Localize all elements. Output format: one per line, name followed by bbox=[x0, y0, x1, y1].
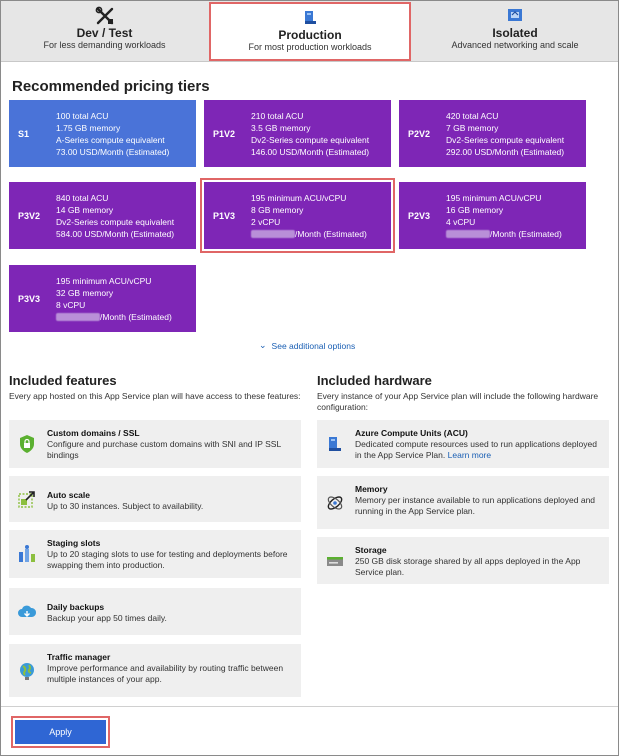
tier-spec-line: Dv2-Series compute equivalent bbox=[251, 135, 370, 145]
feature-name: Auto scale bbox=[47, 490, 90, 500]
tier-spec-line: Dv2-Series compute equivalent bbox=[446, 135, 565, 145]
tier-tile-p1v2[interactable] bbox=[204, 100, 391, 167]
tier-name: P2V3 bbox=[408, 210, 431, 221]
tools-icon bbox=[95, 6, 115, 26]
tier-spec-line: Dv2-Series compute equivalent bbox=[56, 217, 175, 227]
hardware-acu bbox=[317, 420, 609, 468]
tier-spec-line: 73.00 USD/Month (Estimated) bbox=[56, 147, 170, 157]
workload-tabs bbox=[1, 1, 618, 62]
tab-title: Production bbox=[278, 28, 342, 42]
staging-slots-icon bbox=[17, 544, 37, 564]
tier-specs bbox=[56, 192, 174, 240]
tier-name: S1 bbox=[18, 128, 30, 139]
auto-scale-icon bbox=[17, 489, 37, 509]
tier-name: P1V3 bbox=[213, 210, 236, 221]
tier-spec-line: /Month (Estimated) bbox=[100, 312, 172, 322]
tier-spec-line: 4 vCPU bbox=[446, 217, 476, 227]
tier-spec-line: 14 GB memory bbox=[56, 205, 114, 215]
hardware-memory bbox=[317, 476, 609, 529]
tier-spec-line: 7 GB memory bbox=[446, 123, 499, 133]
feature-auto-scale bbox=[9, 476, 301, 522]
tier-spec-line: A-Series compute equivalent bbox=[56, 135, 165, 145]
feature-name: Traffic manager bbox=[47, 652, 111, 662]
chevron-down-icon: ⌄ bbox=[259, 340, 267, 350]
tab-subtitle: For less demanding workloads bbox=[43, 40, 166, 50]
hardware-storage bbox=[317, 537, 609, 584]
tier-name: P3V3 bbox=[18, 293, 41, 304]
hardware-name: Azure Compute Units (ACU) bbox=[355, 428, 468, 438]
lock-shield-icon bbox=[17, 434, 37, 454]
production-icon bbox=[302, 8, 318, 28]
redacted-price bbox=[56, 313, 100, 321]
tier-spec-line: 8 GB memory bbox=[251, 205, 304, 215]
storage-icon bbox=[325, 551, 345, 571]
tier-specs bbox=[251, 192, 367, 240]
apply-button[interactable]: Apply bbox=[15, 720, 106, 744]
features-title: Included features bbox=[9, 373, 117, 388]
tier-tile-p2v2[interactable] bbox=[399, 100, 586, 167]
feature-traffic-manager bbox=[9, 644, 301, 697]
compute-units-icon bbox=[325, 434, 345, 454]
tab-production[interactable] bbox=[209, 2, 411, 61]
hardware-desc-text: Dedicated compute resources used to run applications deployed in the App Service Plan. bbox=[355, 439, 597, 460]
redacted-price bbox=[251, 230, 295, 238]
tier-spec-line: 292.00 USD/Month (Estimated) bbox=[446, 147, 565, 157]
globe-icon bbox=[17, 661, 37, 681]
feature-name: Daily backups bbox=[47, 602, 105, 612]
tier-specs bbox=[251, 110, 369, 158]
feature-desc: Improve performance and availability by routing traffic between multiple instances of your app. bbox=[47, 663, 284, 684]
tier-spec-line: /Month (Estimated) bbox=[490, 229, 562, 239]
tier-spec-line: /Month (Estimated) bbox=[295, 229, 367, 239]
feature-desc: Up to 20 staging slots to use for testing and deployments before swapping them into production. bbox=[47, 549, 288, 570]
tier-spec-line: 16 GB memory bbox=[446, 205, 504, 215]
see-additional-options-link[interactable] bbox=[259, 340, 355, 351]
tier-spec-line: 1.75 GB memory bbox=[56, 123, 121, 133]
tier-spec-line: 420 total ACU bbox=[446, 111, 499, 121]
tier-spec-line: 32 GB memory bbox=[56, 288, 114, 298]
tier-price-line bbox=[251, 228, 367, 240]
section-title: Recommended pricing tiers bbox=[12, 78, 210, 95]
tier-spec-line: 195 minimum ACU/vCPU bbox=[251, 193, 347, 203]
feature-staging-slots bbox=[9, 530, 301, 578]
feature-name: Staging slots bbox=[47, 538, 101, 548]
hardware-name: Memory bbox=[355, 484, 388, 494]
tier-specs bbox=[446, 192, 562, 240]
redacted-price bbox=[446, 230, 490, 238]
feature-custom-domains bbox=[9, 420, 301, 468]
feature-desc: Up to 30 instances. Subject to availability. bbox=[47, 501, 204, 511]
hardware-name: Storage bbox=[355, 545, 387, 555]
tier-name: P2V2 bbox=[408, 128, 431, 139]
tier-tile-p3v2[interactable] bbox=[9, 182, 196, 249]
features-description: Every app hosted on this App Service plan will have access to these features: bbox=[9, 391, 301, 401]
tier-price-line bbox=[446, 228, 562, 240]
tab-title: Isolated bbox=[492, 26, 538, 40]
hardware-description: Every instance of your App Service plan will include the following hardware configuration: bbox=[317, 391, 599, 412]
tier-spec-line: 8 vCPU bbox=[56, 300, 86, 310]
isolated-icon bbox=[506, 6, 524, 26]
learn-more-link[interactable]: Learn more bbox=[447, 450, 492, 460]
hardware-title: Included hardware bbox=[317, 373, 432, 388]
tier-specs bbox=[56, 110, 169, 158]
tier-spec-line: 195 minimum ACU/vCPU bbox=[446, 193, 542, 203]
tier-specs bbox=[56, 275, 172, 323]
tier-spec-line: 195 minimum ACU/vCPU bbox=[56, 276, 152, 286]
tab-subtitle: For most production workloads bbox=[248, 42, 372, 52]
feature-desc: Configure and purchase custom domains with SNI and IP SSL bindings bbox=[47, 439, 281, 460]
cloud-backup-icon bbox=[17, 602, 37, 622]
feature-daily-backups bbox=[9, 588, 301, 635]
tab-subtitle: Advanced networking and scale bbox=[451, 40, 579, 50]
tier-tile-s1[interactable] bbox=[9, 100, 196, 167]
tier-spec-line: 146.00 USD/Month (Estimated) bbox=[251, 147, 370, 157]
hardware-desc bbox=[355, 439, 603, 461]
tier-tile-p2v3[interactable] bbox=[399, 182, 586, 249]
feature-desc: Backup your app 50 times daily. bbox=[47, 613, 167, 623]
tier-spec-line: 3.5 GB memory bbox=[251, 123, 311, 133]
tier-name: P3V2 bbox=[18, 210, 41, 221]
tier-spec-line: 2 vCPU bbox=[251, 217, 281, 227]
tab-isolated[interactable] bbox=[412, 1, 618, 62]
tier-spec-line: 100 total ACU bbox=[56, 111, 109, 121]
hardware-desc: 250 GB disk storage shared by all apps deployed in the App Service plan. bbox=[355, 556, 581, 577]
tier-spec-line: 840 total ACU bbox=[56, 193, 109, 203]
tier-spec-line: 210 total ACU bbox=[251, 111, 304, 121]
see-more-label: See additional options bbox=[271, 340, 356, 351]
feature-name: Custom domains / SSL bbox=[47, 428, 140, 438]
tier-price-line bbox=[56, 311, 172, 323]
memory-icon bbox=[325, 493, 345, 513]
tier-tile-p1v3[interactable] bbox=[204, 182, 391, 249]
tier-specs bbox=[446, 110, 564, 158]
tab-dev-test[interactable] bbox=[1, 1, 208, 62]
tab-title: Dev / Test bbox=[76, 26, 133, 40]
hardware-desc: Memory per instance available to run applications deployed and running in the App Service plan. bbox=[355, 495, 596, 516]
tier-spec-line: 584.00 USD/Month (Estimated) bbox=[56, 229, 175, 239]
tier-name: P1V2 bbox=[213, 128, 236, 139]
tier-tile-p3v3[interactable] bbox=[9, 265, 196, 332]
